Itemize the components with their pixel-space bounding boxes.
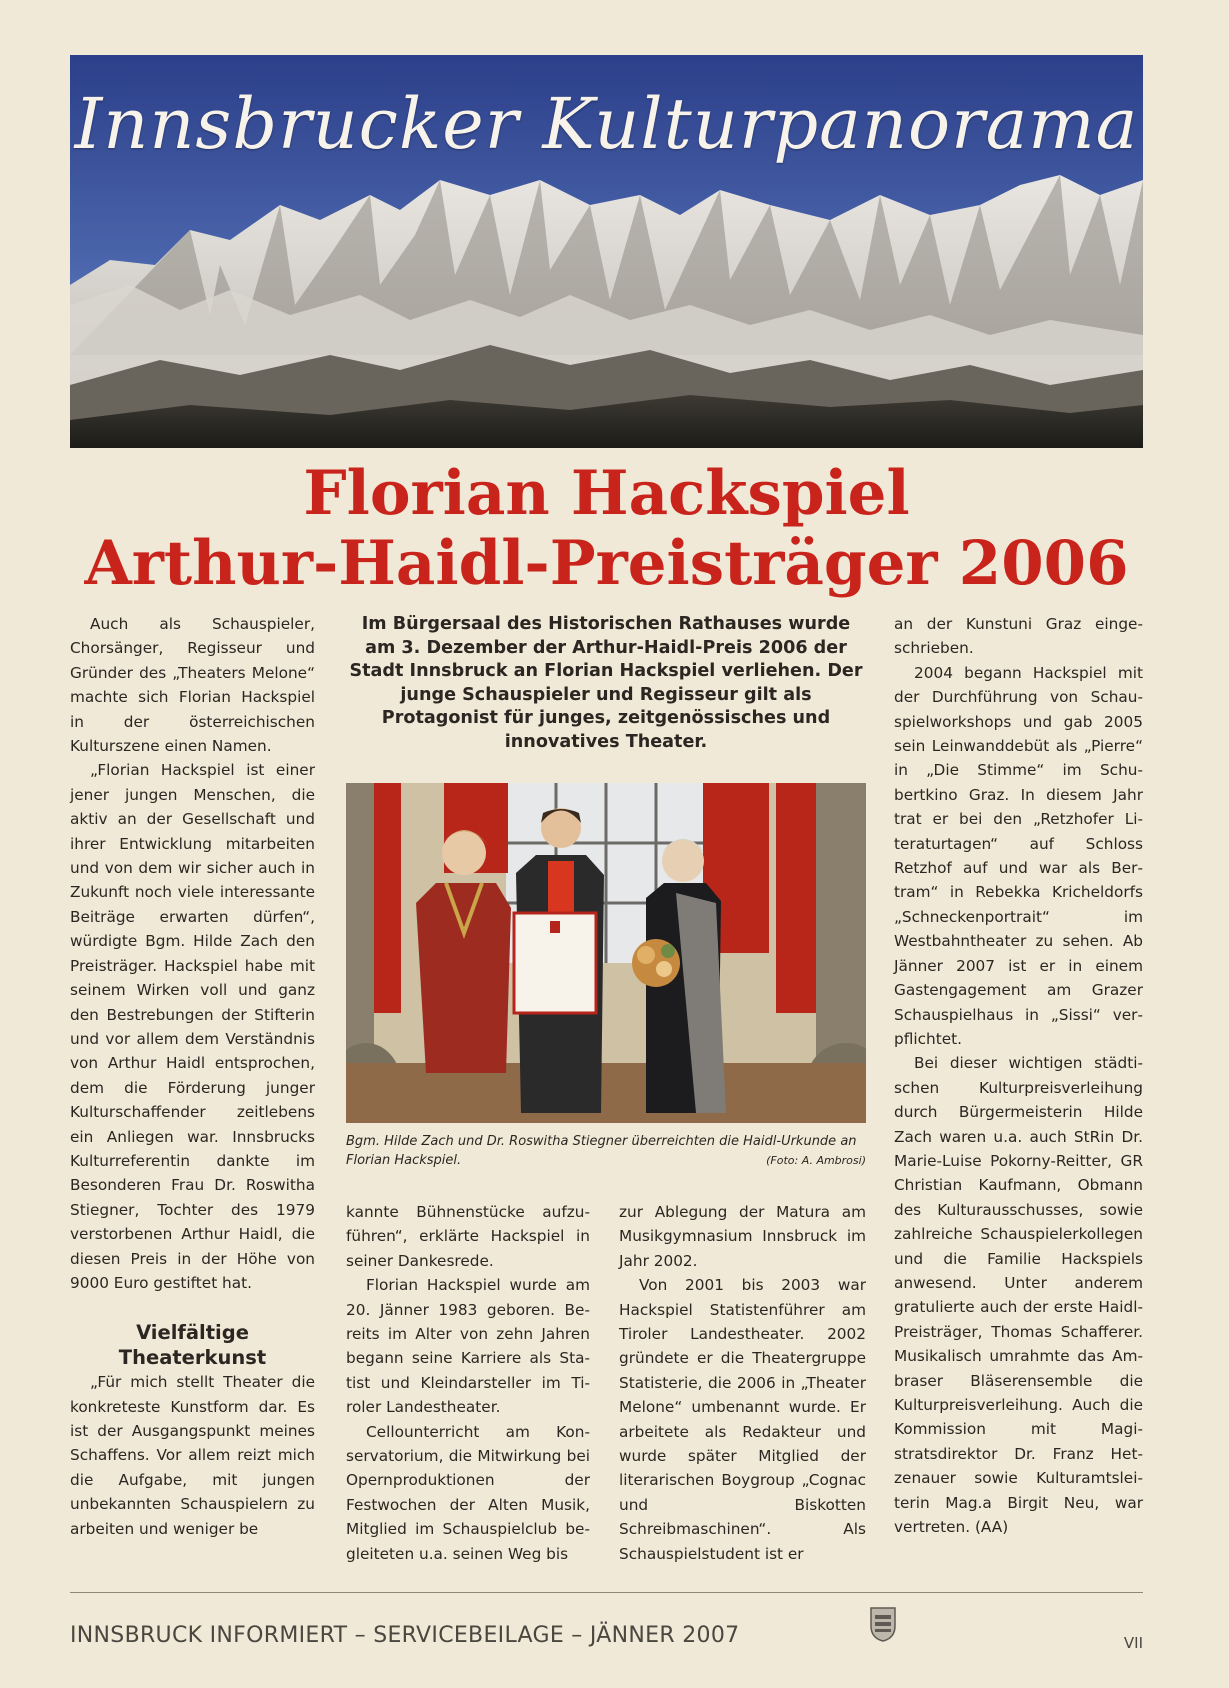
photo-credit: (Foto: A. Ambrosi) (766, 1154, 866, 1167)
article-column-2 (346, 1200, 590, 1566)
page-number: VII (1123, 1634, 1143, 1652)
subheading: Vielfältige Theaterkunst (118, 1321, 267, 1369)
paragraph: Von 2001 bis 2003 war Hackspiel Statistenführer am Tiroler Landestheater. 2002 gründete er die Theatergruppe Statisterie, die 2006 in „Theater Melone“ umbenannt wurde. Er arbeitete als Redakteur und wurde später Mitglied der literarischen Boygroup „Cognac und Biskotten Schreibmaschinen“. Als Schauspielstudent ist er (619, 1276, 866, 1563)
paragraph: Bei dieser wichtigen städtischen Kulturpreisverleihung durch Bürgermeisterin Hilde Zach waren u.a. auch StRin Dr. Marie-Luise Pokorny-Reitter, GR Christian Kaufmann, Obmann des Kulturausschusses, sowie zahlreiche Schauspielerkollegen und die Familie Hackspiels anwesend. Unter anderem gratulierte auch der erste Haidl-Preisträger, Thomas Schafferer. Musikalisch umrahmte das Ambraser Bläserensemble die Kulturpreisverleihung. Auch die Kommission mit Magistratsdirektor Dr. Franz Hetzenauer sowie Kulturamtsleiterin Mag.a Birgit Neu, war vertreten. (AA) (894, 1054, 1143, 1537)
paragraph: „Für mich stellt Theater die konkreteste Kunstform dar. Es ist der Ausgangspunkt meines Schaffens. Vor allem reizt mich die Aufgabe, mit jungen unbekannten Schauspielern zu arbeiten und weniger be (70, 1373, 315, 1538)
paragraph: 2004 begann Hackspiel mit der Durchführung von Schauspielworkshops und gab 2005 sein Leinwanddebüt als „Pierre“ in „Die Stimme“ im Schubertkino Graz. In diesem Jahr trat er bei den „Retzhofer Literaturtagen“ auf Schloss Retzhof auf und war als Bertram“ in Rebekka Kricheldorfs „Schneckenportrait“ im Westbahntheater zu sehen. Ab Jänner 2007 ist er in einem Gastengagement am Grazer Schauspielhaus in „Sissi“ verpflichtet. (894, 663, 1143, 1048)
headline-award: Arthur-Haidl-Preisträger 2006 (84, 528, 1129, 599)
photo-image (346, 783, 866, 1123)
paragraph: an der Kunstuni Graz eingeschrieben. (894, 615, 1143, 658)
innsbruck-coat-of-arms-icon (869, 1606, 897, 1642)
paragraph: zur Ablegung der Matura am Musikgymnasium Innsbruck im Jahr 2002. (619, 1203, 866, 1270)
footer-publication: INNSBRUCK INFORMIERT – SERVICEBEILAGE – JÄNNER 2007 (70, 1623, 740, 1648)
lead-paragraph: Im Bürgersaal des Historischen Rathauses wurde am 3. Dezember der Arthur-Haidl-Preis 2006 der Stadt Innsbruck an Florian Hackspiel verliehen. Der junge Schauspieler und Regisseur gilt als Protagonist für junges, zeitgenössisches und innovatives Theater. (349, 614, 863, 752)
award-ceremony-photo (346, 783, 866, 1123)
banner-title: Innsbrucker Kulturpanorama (74, 83, 1139, 165)
article-column-3 (619, 1200, 866, 1566)
article-column-4 (894, 612, 1143, 1539)
paragraph: Cellounterricht am Konservatorium, die Mitwirkung bei Opernproduktionen der Festwochen der Alten Musik, Mitglied im Schauspielclub begleiteten u.a. seinen Weg bis (346, 1422, 590, 1563)
paragraph: Florian Hackspiel wurde am 20. Jänner 1983 geboren. Bereits im Alter von zehn Jahren begann seine Karriere als Statist und Kleindarsteller im Tiroler Landestheater. (346, 1276, 590, 1417)
article-column-1 (70, 612, 315, 1541)
paragraph: kannte Bühnenstücke aufzuführen“, erklärte Hackspiel in seiner Dankesrede. (346, 1203, 590, 1270)
banner (70, 55, 1143, 448)
paragraph: „Florian Hackspiel ist einer jener jungen Menschen, die aktiv an der Gesellschaft und ihrer Entwicklung mitarbeiten und von dem wir sicher auch in Zukunft noch viele interessante Beiträge erwarten dürfen“, würdigte Bgm. Hilde Zach den Preisträger. Hackspiel habe mit seinem Wirken voll und ganz den Bestrebungen der Stifterin und vor allem dem Verständnis von Arthur Haidl entsprochen, dem die Förderung junger Kulturschaffender zeitlebens ein Anliegen war. Innsbrucks Kulturreferentin dankte im Besonderen Frau Dr. Roswitha Stiegner, Tochter des 1979 verstorbenen Arthur Haidl, die diesen Preis in der Höhe von 9000 Euro gestiftet hat. (70, 761, 315, 1292)
footer-divider (70, 1592, 1143, 1593)
paragraph: Auch als Schauspieler, Chorsänger, Regisseur und Gründer des „Theaters Melone“ machte sich Florian Hackspiel in der österreichischen Kulturszene einen Namen. (70, 615, 315, 756)
caption-text: Bgm. Hilde Zach und Dr. Roswitha Stiegner überreichten die Haidl-Urkunde an Florian Hackspiel. (346, 1134, 857, 1168)
photo-caption (346, 1132, 866, 1170)
headline-name: Florian Hackspiel (303, 458, 910, 529)
